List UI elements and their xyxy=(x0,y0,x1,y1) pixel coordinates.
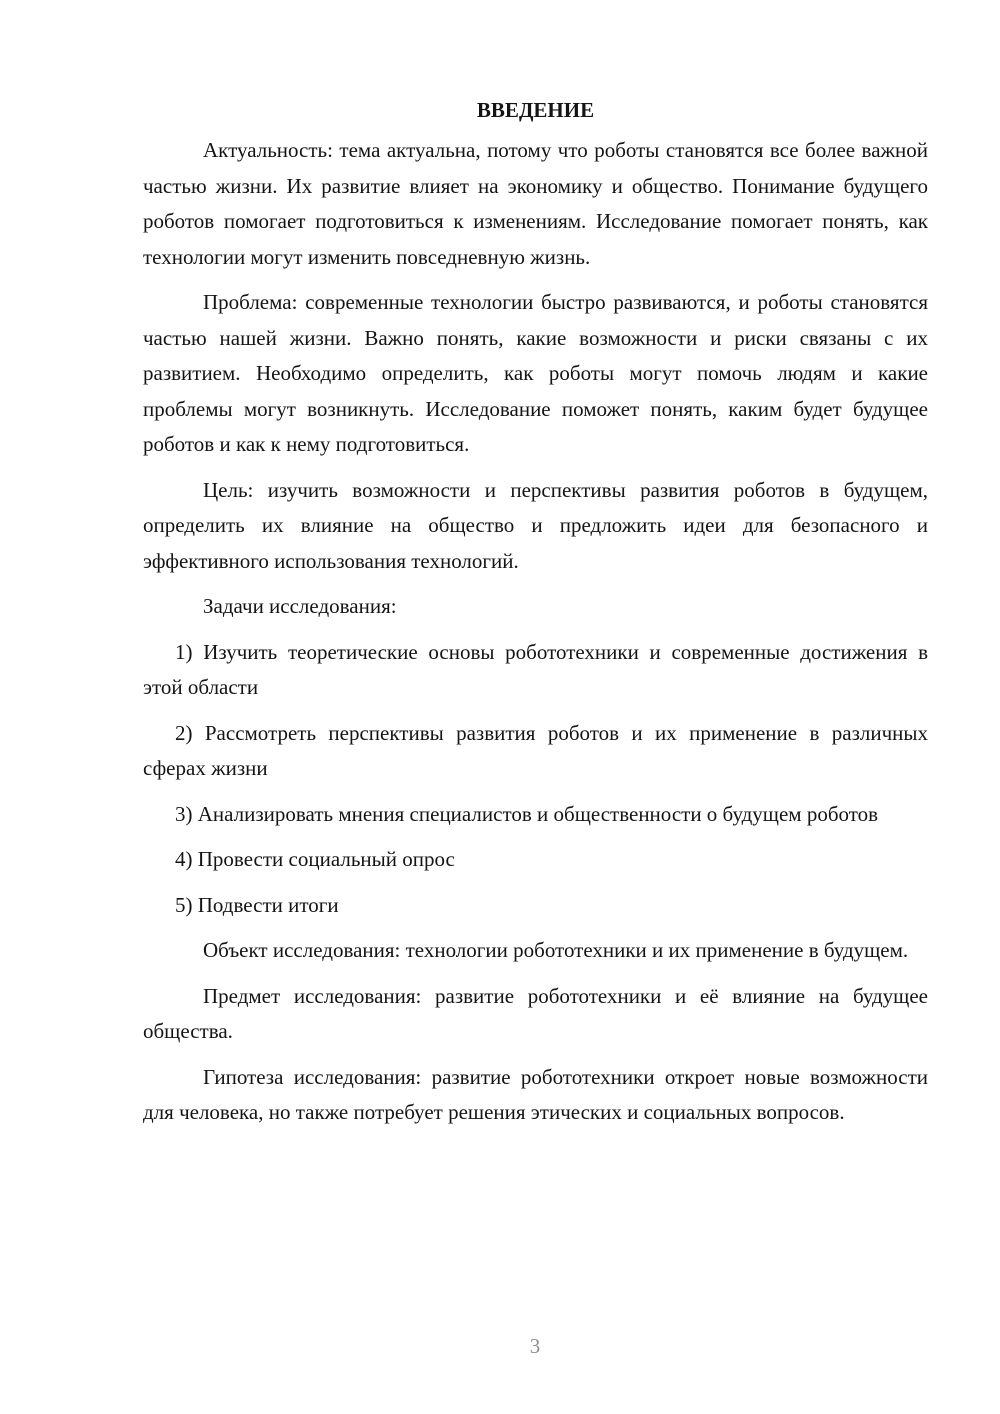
problem-paragraph: Проблема: современные технологии быстро развиваются, и роботы становятся частью нашей жизни. Важно понять, какие возможности и риски связаны с их развитием. Необходимо определить, как роботы могут помочь людям и какие проблемы могут возникнуть. Исследование поможет понять, каким будет будущее роботов и как к нему подготовиться. xyxy=(143,290,928,456)
page-number: 3 xyxy=(529,1334,541,1358)
hypothesis-paragraph: Гипотеза исследования: развитие робототехники откроет новые возможности для человека, но также потребует решения этических и социальных вопросов. xyxy=(143,1064,928,1124)
tasks-heading: Задачи исследования: xyxy=(203,594,397,618)
document-page xyxy=(143,95,928,1141)
task-item: 4) Провести социальный опрос xyxy=(175,847,455,871)
object-paragraph: Объект исследования: технологии робототехники и их применение в будущем. xyxy=(203,938,909,962)
task-item: 2) Рассмотреть перспективы развития роботов и их применение в различных сферах жизни xyxy=(143,720,928,780)
task-item: 3) Анализировать мнения специалистов и общественности о будущем роботов xyxy=(175,801,879,826)
relevance-paragraph: Актуальность: тема актуальна, потому что роботы становятся все более важной частью жизни. Их развитие влияет на экономику и общество. Понимание будущего роботов помогает подготовиться к изменениям. Исследование помогает понять, как технологии могут изменить повседневную жизнь. xyxy=(143,138,928,269)
section-title: ВВЕДЕНИЕ xyxy=(476,98,595,122)
task-item: 1) Изучить теоретические основы робототехники и современные достижения в этой области xyxy=(143,639,928,699)
task-item: 5) Подвести итоги xyxy=(175,892,339,917)
goal-paragraph: Цель: изучить возможности и перспективы развития роботов в будущем, определить их влияние на общество и предложить идеи для безопасного и эффективного использования технологий. xyxy=(143,477,928,573)
subject-paragraph: Предмет исследования: развитие робототехники и её влияние на будущее общества. xyxy=(143,983,928,1043)
